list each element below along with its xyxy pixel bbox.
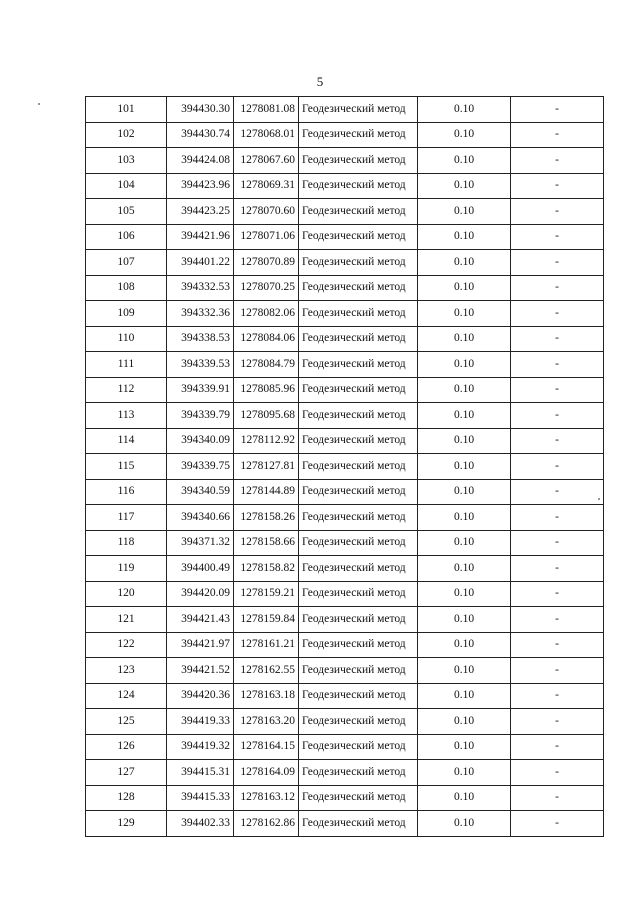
method-cell: Геодезический метод (299, 454, 418, 480)
note-cell: - (511, 275, 604, 301)
method-cell: Геодезический метод (299, 811, 418, 837)
table-row (86, 403, 604, 429)
y-coordinate-cell: 1278069.31 (234, 173, 299, 199)
precision-cell: 0.10 (418, 199, 511, 225)
y-coordinate-cell: 1278161.21 (234, 632, 299, 658)
note-cell: - (511, 326, 604, 352)
precision-cell: 0.10 (418, 530, 511, 556)
y-coordinate-cell: 1278095.68 (234, 403, 299, 429)
method-cell: Геодезический метод (299, 581, 418, 607)
table-row (86, 122, 604, 148)
table-row (86, 352, 604, 378)
note-cell: - (511, 709, 604, 735)
precision-cell: 0.10 (418, 785, 511, 811)
y-coordinate-cell: 1278162.86 (234, 811, 299, 837)
y-coordinate-cell: 1278163.12 (234, 785, 299, 811)
precision-cell: 0.10 (418, 377, 511, 403)
point-number-cell: 116 (86, 479, 167, 505)
note-cell: - (511, 224, 604, 250)
coordinates-table (85, 96, 604, 837)
method-cell: Геодезический метод (299, 734, 418, 760)
y-coordinate-cell: 1278067.60 (234, 148, 299, 174)
method-cell: Геодезический метод (299, 428, 418, 454)
note-cell: - (511, 122, 604, 148)
note-cell: - (511, 250, 604, 276)
point-number-cell: 105 (86, 199, 167, 225)
method-cell: Геодезический метод (299, 173, 418, 199)
y-coordinate-cell: 1278070.25 (234, 275, 299, 301)
scan-speck (598, 498, 600, 500)
x-coordinate-cell: 394340.09 (167, 428, 234, 454)
note-cell: - (511, 377, 604, 403)
y-coordinate-cell: 1278070.89 (234, 250, 299, 276)
point-number-cell: 112 (86, 377, 167, 403)
table-row (86, 326, 604, 352)
y-coordinate-cell: 1278163.20 (234, 709, 299, 735)
y-coordinate-cell: 1278164.15 (234, 734, 299, 760)
table-row (86, 607, 604, 633)
precision-cell: 0.10 (418, 148, 511, 174)
x-coordinate-cell: 394420.09 (167, 581, 234, 607)
page-number: 5 (316, 74, 324, 89)
method-cell: Геодезический метод (299, 224, 418, 250)
note-cell: - (511, 734, 604, 760)
x-coordinate-cell: 394421.97 (167, 632, 234, 658)
point-number-cell: 121 (86, 607, 167, 633)
method-cell: Геодезический метод (299, 683, 418, 709)
x-coordinate-cell: 394424.08 (167, 148, 234, 174)
precision-cell: 0.10 (418, 581, 511, 607)
precision-cell: 0.10 (418, 734, 511, 760)
note-cell: - (511, 505, 604, 531)
y-coordinate-cell: 1278085.96 (234, 377, 299, 403)
point-number-cell: 118 (86, 530, 167, 556)
method-cell: Геодезический метод (299, 709, 418, 735)
x-coordinate-cell: 394339.53 (167, 352, 234, 378)
y-coordinate-cell: 1278162.55 (234, 658, 299, 684)
table-row (86, 173, 604, 199)
x-coordinate-cell: 394419.33 (167, 709, 234, 735)
method-cell: Геодезический метод (299, 199, 418, 225)
table-row (86, 530, 604, 556)
x-coordinate-cell: 394339.91 (167, 377, 234, 403)
table-row (86, 785, 604, 811)
y-coordinate-cell: 1278084.06 (234, 326, 299, 352)
point-number-cell: 122 (86, 632, 167, 658)
precision-cell: 0.10 (418, 97, 511, 123)
note-cell: - (511, 607, 604, 633)
precision-cell: 0.10 (418, 632, 511, 658)
method-cell: Геодезический метод (299, 658, 418, 684)
point-number-cell: 114 (86, 428, 167, 454)
method-cell: Геодезический метод (299, 301, 418, 327)
precision-cell: 0.10 (418, 760, 511, 786)
note-cell: - (511, 173, 604, 199)
x-coordinate-cell: 394371.32 (167, 530, 234, 556)
point-number-cell: 126 (86, 734, 167, 760)
x-coordinate-cell: 394430.74 (167, 122, 234, 148)
y-coordinate-cell: 1278158.82 (234, 556, 299, 582)
note-cell: - (511, 301, 604, 327)
method-cell: Геодезический метод (299, 760, 418, 786)
point-number-cell: 101 (86, 97, 167, 123)
precision-cell: 0.10 (418, 607, 511, 633)
precision-cell: 0.10 (418, 683, 511, 709)
precision-cell: 0.10 (418, 224, 511, 250)
point-number-cell: 103 (86, 148, 167, 174)
table-row (86, 97, 604, 123)
method-cell: Геодезический метод (299, 632, 418, 658)
point-number-cell: 117 (86, 505, 167, 531)
x-coordinate-cell: 394423.96 (167, 173, 234, 199)
note-cell: - (511, 199, 604, 225)
precision-cell: 0.10 (418, 811, 511, 837)
y-coordinate-cell: 1278081.08 (234, 97, 299, 123)
point-number-cell: 123 (86, 658, 167, 684)
note-cell: - (511, 352, 604, 378)
table-row (86, 428, 604, 454)
y-coordinate-cell: 1278082.06 (234, 301, 299, 327)
note-cell: - (511, 97, 604, 123)
method-cell: Геодезический метод (299, 148, 418, 174)
x-coordinate-cell: 394340.59 (167, 479, 234, 505)
point-number-cell: 129 (86, 811, 167, 837)
table-row (86, 377, 604, 403)
table-row (86, 454, 604, 480)
y-coordinate-cell: 1278163.18 (234, 683, 299, 709)
point-number-cell: 119 (86, 556, 167, 582)
table-row (86, 199, 604, 225)
x-coordinate-cell: 394415.31 (167, 760, 234, 786)
point-number-cell: 125 (86, 709, 167, 735)
table-row (86, 632, 604, 658)
note-cell: - (511, 683, 604, 709)
method-cell: Геодезический метод (299, 479, 418, 505)
precision-cell: 0.10 (418, 479, 511, 505)
table-row (86, 275, 604, 301)
point-number-cell: 106 (86, 224, 167, 250)
y-coordinate-cell: 1278144.89 (234, 479, 299, 505)
note-cell: - (511, 428, 604, 454)
x-coordinate-cell: 394421.96 (167, 224, 234, 250)
method-cell: Геодезический метод (299, 326, 418, 352)
precision-cell: 0.10 (418, 454, 511, 480)
method-cell: Геодезический метод (299, 556, 418, 582)
precision-cell: 0.10 (418, 428, 511, 454)
precision-cell: 0.10 (418, 709, 511, 735)
precision-cell: 0.10 (418, 352, 511, 378)
x-coordinate-cell: 394339.79 (167, 403, 234, 429)
table-row (86, 709, 604, 735)
note-cell: - (511, 658, 604, 684)
x-coordinate-cell: 394402.33 (167, 811, 234, 837)
point-number-cell: 115 (86, 454, 167, 480)
y-coordinate-cell: 1278071.06 (234, 224, 299, 250)
point-number-cell: 109 (86, 301, 167, 327)
x-coordinate-cell: 394332.36 (167, 301, 234, 327)
method-cell: Геодезический метод (299, 97, 418, 123)
precision-cell: 0.10 (418, 250, 511, 276)
note-cell: - (511, 479, 604, 505)
table-row (86, 224, 604, 250)
x-coordinate-cell: 394419.32 (167, 734, 234, 760)
x-coordinate-cell: 394423.25 (167, 199, 234, 225)
x-coordinate-cell: 394401.22 (167, 250, 234, 276)
x-coordinate-cell: 394430.30 (167, 97, 234, 123)
x-coordinate-cell: 394421.52 (167, 658, 234, 684)
table-row (86, 301, 604, 327)
precision-cell: 0.10 (418, 326, 511, 352)
precision-cell: 0.10 (418, 658, 511, 684)
y-coordinate-cell: 1278112.92 (234, 428, 299, 454)
point-number-cell: 127 (86, 760, 167, 786)
method-cell: Геодезический метод (299, 275, 418, 301)
note-cell: - (511, 148, 604, 174)
point-number-cell: 102 (86, 122, 167, 148)
precision-cell: 0.10 (418, 122, 511, 148)
y-coordinate-cell: 1278159.84 (234, 607, 299, 633)
precision-cell: 0.10 (418, 301, 511, 327)
table-row (86, 811, 604, 837)
point-number-cell: 128 (86, 785, 167, 811)
note-cell: - (511, 530, 604, 556)
method-cell: Геодезический метод (299, 403, 418, 429)
note-cell: - (511, 403, 604, 429)
precision-cell: 0.10 (418, 403, 511, 429)
table-row (86, 683, 604, 709)
x-coordinate-cell: 394340.66 (167, 505, 234, 531)
x-coordinate-cell: 394421.43 (167, 607, 234, 633)
x-coordinate-cell: 394415.33 (167, 785, 234, 811)
method-cell: Геодезический метод (299, 607, 418, 633)
x-coordinate-cell: 394420.36 (167, 683, 234, 709)
y-coordinate-cell: 1278127.81 (234, 454, 299, 480)
x-coordinate-cell: 394400.49 (167, 556, 234, 582)
point-number-cell: 113 (86, 403, 167, 429)
point-number-cell: 110 (86, 326, 167, 352)
y-coordinate-cell: 1278158.66 (234, 530, 299, 556)
table-row (86, 479, 604, 505)
table-row (86, 581, 604, 607)
x-coordinate-cell: 394338.53 (167, 326, 234, 352)
y-coordinate-cell: 1278158.26 (234, 505, 299, 531)
x-coordinate-cell: 394339.75 (167, 454, 234, 480)
table-row (86, 734, 604, 760)
note-cell: - (511, 581, 604, 607)
method-cell: Геодезический метод (299, 505, 418, 531)
point-number-cell: 104 (86, 173, 167, 199)
point-number-cell: 111 (86, 352, 167, 378)
point-number-cell: 120 (86, 581, 167, 607)
point-number-cell: 108 (86, 275, 167, 301)
precision-cell: 0.10 (418, 275, 511, 301)
point-number-cell: 107 (86, 250, 167, 276)
note-cell: - (511, 785, 604, 811)
y-coordinate-cell: 1278159.21 (234, 581, 299, 607)
scan-speck (38, 103, 40, 105)
point-number-cell: 124 (86, 683, 167, 709)
note-cell: - (511, 811, 604, 837)
method-cell: Геодезический метод (299, 377, 418, 403)
table-row (86, 658, 604, 684)
table-row (86, 505, 604, 531)
method-cell: Геодезический метод (299, 352, 418, 378)
method-cell: Геодезический метод (299, 785, 418, 811)
precision-cell: 0.10 (418, 505, 511, 531)
table-row (86, 250, 604, 276)
table-row (86, 760, 604, 786)
note-cell: - (511, 760, 604, 786)
y-coordinate-cell: 1278070.60 (234, 199, 299, 225)
method-cell: Геодезический метод (299, 530, 418, 556)
table-row (86, 556, 604, 582)
note-cell: - (511, 556, 604, 582)
note-cell: - (511, 632, 604, 658)
table-row (86, 148, 604, 174)
y-coordinate-cell: 1278084.79 (234, 352, 299, 378)
method-cell: Геодезический метод (299, 250, 418, 276)
y-coordinate-cell: 1278068.01 (234, 122, 299, 148)
coordinates-table-body (86, 97, 604, 837)
y-coordinate-cell: 1278164.09 (234, 760, 299, 786)
precision-cell: 0.10 (418, 173, 511, 199)
note-cell: - (511, 454, 604, 480)
precision-cell: 0.10 (418, 556, 511, 582)
method-cell: Геодезический метод (299, 122, 418, 148)
x-coordinate-cell: 394332.53 (167, 275, 234, 301)
